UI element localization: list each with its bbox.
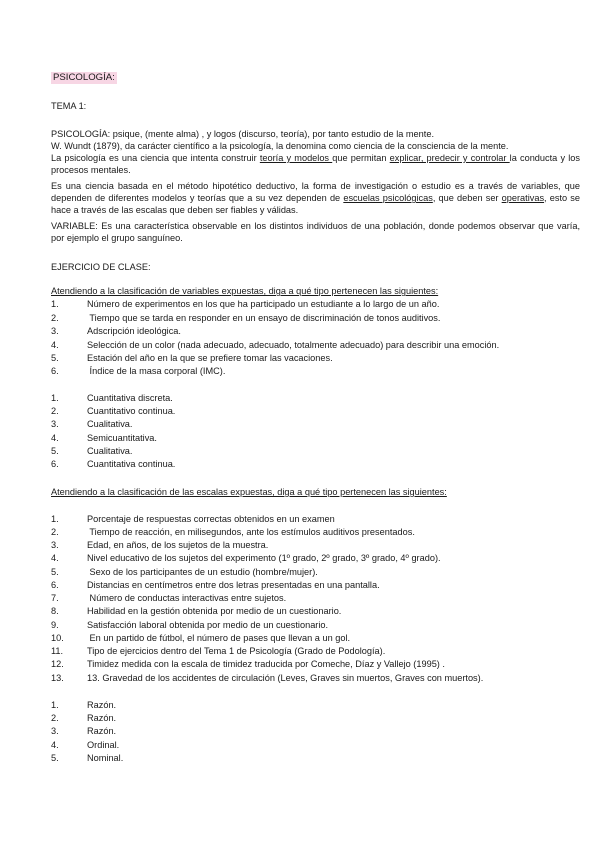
item-number: 4. xyxy=(51,340,59,350)
intro-p4-text-c: , esto se hace a través de las escalas que deben ser fiables y válidas. xyxy=(51,193,580,215)
item-number: 2. xyxy=(51,313,59,323)
item-number: 1. xyxy=(51,299,59,309)
answer-number: 2. xyxy=(51,713,59,723)
section2-item xyxy=(51,579,380,591)
section1-answer xyxy=(51,418,132,430)
section2-item xyxy=(51,592,286,604)
intro-p4-text-a: Es una ciencia basada en el método hipotético deductivo, la forma de investigación o estudio es a través de variables, que dependen de diferentes modelos y teorías que a su vez dependen de xyxy=(51,181,580,203)
answer-text: Cuantitativa discreta. xyxy=(87,393,173,403)
answer-text: Ordinal. xyxy=(87,740,120,750)
item-text: Nivel educativo de los sujetos del experimento (1º grado, 2º grado, 3º grado, 4º grado). xyxy=(87,553,441,563)
section1-answer xyxy=(51,445,132,457)
section1-answer xyxy=(51,432,157,444)
item-text: Habilidad en la gestión obtenida por medio de un cuestionario. xyxy=(87,606,342,616)
item-text: Selección de un color (nada adecuado, adecuado, totalmente adecuado) para describir una emoción. xyxy=(87,340,500,350)
answer-text: Razón. xyxy=(87,700,117,710)
answer-number: 5. xyxy=(51,446,59,456)
item-text: Tipo de ejercicios dentro del Tema 1 de Psicología (Grado de Podología). xyxy=(87,646,386,656)
section2-item xyxy=(51,539,268,551)
item-number: 7. xyxy=(51,593,59,603)
item-number: 6. xyxy=(51,580,59,590)
section1-item xyxy=(51,339,499,351)
answer-number: 4. xyxy=(51,740,59,750)
item-text: 13. Gravedad de los accidentes de circulación (Leves, Graves sin muertos, Graves con muertos). xyxy=(87,673,484,683)
section1-item xyxy=(51,312,440,324)
item-text: Tiempo de reacción, en milisegundos, ante los estímulos auditivos presentados. xyxy=(87,527,415,537)
section1-answer xyxy=(51,458,175,470)
section2-answer xyxy=(51,712,116,724)
answer-text: Nominal. xyxy=(87,753,124,763)
section1-heading: Atendiendo a la clasificación de variables expuestas, diga a qué tipo pertenecen las siguientes: xyxy=(51,286,439,296)
intro-paragraph-4 xyxy=(51,180,580,216)
item-text: Número de experimentos en los que ha participado un estudiante a lo largo de un año. xyxy=(87,299,440,309)
item-text: Tiempo que se tarda en responder en un ensayo de discriminación de tonos auditivos. xyxy=(87,313,441,323)
item-text: En un partido de fútbol, el número de pases que llevan a un gol. xyxy=(87,633,351,643)
answer-text: Cualitativa. xyxy=(87,419,133,429)
intro-paragraph-3 xyxy=(51,152,580,176)
section1-item xyxy=(51,352,333,364)
item-number: 1. xyxy=(51,514,59,524)
item-text: Sexo de los participantes de un estudio (hombre/mujer). xyxy=(87,567,318,577)
item-text: Adscripción ideológica. xyxy=(87,326,181,336)
intro-p4-underline-2: operativas xyxy=(501,193,545,203)
item-number: 6. xyxy=(51,366,59,376)
section2-item xyxy=(51,658,445,670)
section2-answer xyxy=(51,739,119,751)
item-number: 2. xyxy=(51,527,59,537)
item-text: Índice de la masa corporal (IMC). xyxy=(87,366,226,376)
item-number: 3. xyxy=(51,540,59,550)
intro-paragraph-5: VARIABLE: Es una característica observable en los distintos individuos de una población, donde podemos observar que varía, por ejemplo el grupo sanguíneo. xyxy=(51,221,580,243)
section2-item xyxy=(51,645,385,657)
answer-text: Semicuantitativa. xyxy=(87,433,157,443)
item-text: Porcentaje de respuestas correctas obtenidos en un examen xyxy=(87,514,335,524)
section2-item xyxy=(51,632,350,644)
item-number: 10. xyxy=(51,633,64,643)
answer-number: 3. xyxy=(51,726,59,736)
page-title: PSICOLOGÍA: xyxy=(53,72,115,83)
intro-p3-underline-2: explicar, predecir y controlar xyxy=(389,153,510,163)
item-number: 13. xyxy=(51,673,64,683)
item-text: Satisfacción laboral obtenida por medio de un cuestionario. xyxy=(87,620,329,630)
intro-p3-text-b: que permitan xyxy=(332,153,390,163)
section2-answer xyxy=(51,699,116,711)
answer-number: 3. xyxy=(51,419,59,429)
item-text: Distancias en centímetros entre dos letras presentadas en una pantalla. xyxy=(87,580,380,590)
item-number: 12. xyxy=(51,659,64,669)
section2-answer xyxy=(51,725,116,737)
answer-text: Cualitativa. xyxy=(87,446,133,456)
item-number: 4. xyxy=(51,553,59,563)
answer-number: 5. xyxy=(51,753,59,763)
section1-answer xyxy=(51,392,173,404)
tema-heading: TEMA 1: xyxy=(51,101,87,111)
answer-text: Cuantitativo continua. xyxy=(87,406,176,416)
answer-number: 6. xyxy=(51,459,59,469)
answer-number: 2. xyxy=(51,406,59,416)
section1-item xyxy=(51,298,439,310)
section2-item xyxy=(51,552,441,564)
section2-answer xyxy=(51,752,123,764)
answer-text: Cuantitativa continua. xyxy=(87,459,176,469)
section2-item xyxy=(51,672,483,684)
item-number: 8. xyxy=(51,606,59,616)
answer-text: Razón. xyxy=(87,713,117,723)
item-text: Timidez medida con la escala de timidez traducida por Comeche, Díaz y Vallejo (1995) . xyxy=(87,659,445,669)
item-text: Número de conductas interactivas entre sujetos. xyxy=(87,593,287,603)
intro-line-1: PSICOLOGÍA: psique, (mente alma) , y logos (discurso, teoría), por tanto estudio de la mente. xyxy=(51,129,434,139)
intro-p3-text-c: la conducta y los procesos mentales. xyxy=(51,153,580,175)
answer-text: Razón. xyxy=(87,726,117,736)
item-text: Estación del año en la que se prefiere tomar las vacaciones. xyxy=(87,353,333,363)
section2-heading: Atendiendo a la clasificación de las escalas expuestas, diga a qué tipo pertenecen las siguientes: xyxy=(51,487,447,497)
section2-item xyxy=(51,513,335,525)
answer-number: 1. xyxy=(51,700,59,710)
answer-number: 1. xyxy=(51,393,59,403)
answer-number: 4. xyxy=(51,433,59,443)
ejercicio-heading: EJERCICIO DE CLASE: xyxy=(51,262,151,272)
section1-item xyxy=(51,325,181,337)
intro-p3-text-a: La psicología es una ciencia que intenta construir xyxy=(51,153,260,163)
section2-item xyxy=(51,619,328,631)
item-number: 9. xyxy=(51,620,59,630)
item-number: 5. xyxy=(51,567,59,577)
intro-p4-text-b: , que deben ser xyxy=(432,193,502,203)
item-text: Edad, en años, de los sujetos de la muestra. xyxy=(87,540,269,550)
item-number: 11. xyxy=(51,646,64,656)
intro-p4-underline-1: escuelas psicológicas xyxy=(343,193,433,203)
section1-item xyxy=(51,365,225,377)
intro-line-2: W. Wundt (1879), da carácter científico a la psicología, la denomina como ciencia de la consciencia de la mente. xyxy=(51,141,509,151)
intro-p3-underline-1: teoría y modelos xyxy=(259,153,333,163)
section2-item xyxy=(51,566,318,578)
section2-item xyxy=(51,605,341,617)
item-number: 5. xyxy=(51,353,59,363)
item-number: 3. xyxy=(51,326,59,336)
section1-answer xyxy=(51,405,175,417)
section2-item xyxy=(51,526,415,538)
